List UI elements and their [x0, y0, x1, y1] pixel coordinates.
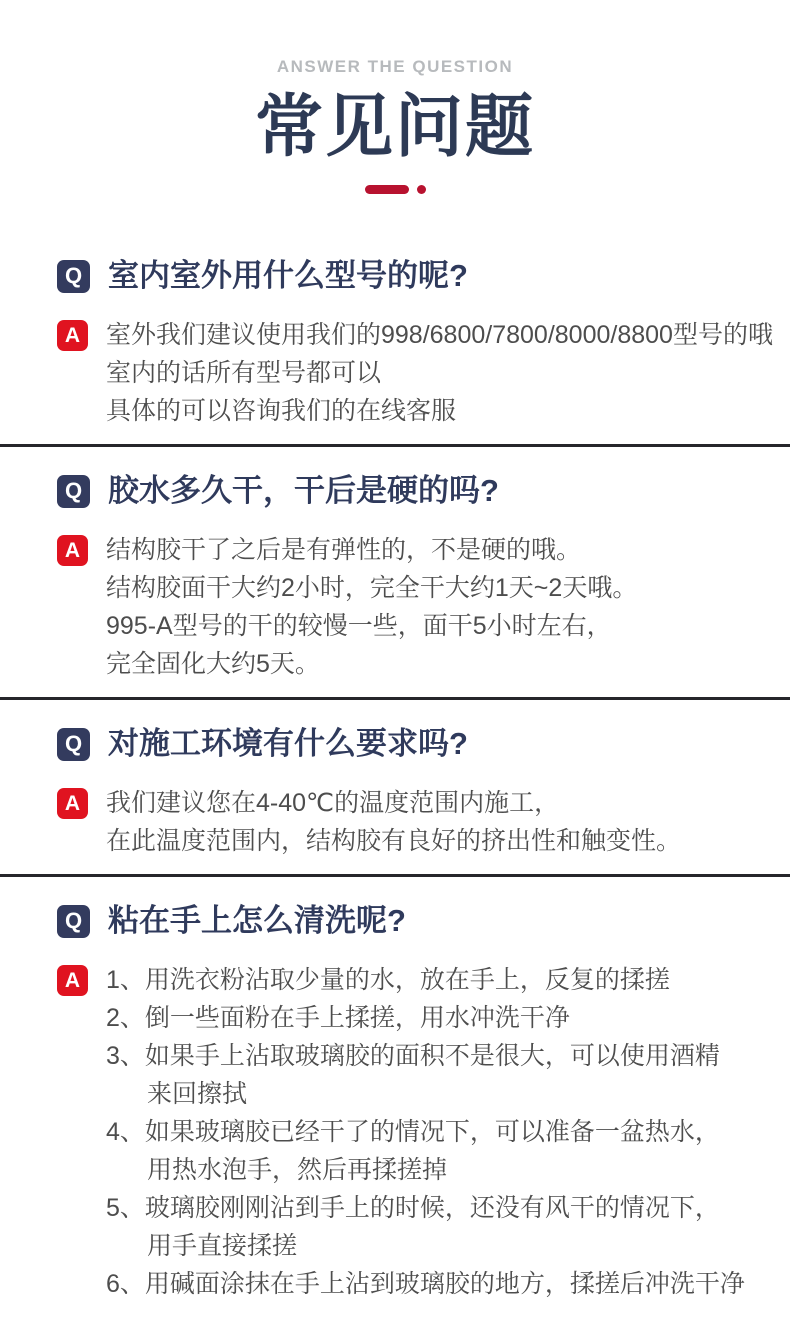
answer-line: 完全固化大约5天。 — [106, 650, 320, 678]
underline-dot-icon — [417, 185, 426, 194]
answer-text — [106, 961, 745, 1303]
question-row — [57, 256, 750, 296]
section-divider — [0, 697, 790, 700]
answer-badge: A — [57, 535, 88, 566]
answer-text — [106, 531, 637, 683]
question-row — [57, 901, 750, 941]
answer-line: 在此温度范围内，结构胶有良好的挤出性和触变性。 — [106, 827, 682, 855]
answer-line-continuation: 用手直接揉搓 — [147, 1232, 298, 1260]
answer-line-continuation: 用热水泡手，然后再揉搓掉 — [147, 1156, 448, 1184]
answer-line: 995-A型号的干的较慢一些，面干5小时左右， — [106, 612, 612, 640]
answer-line: 2、倒一些面粉在手上揉搓，用水冲洗干净 — [106, 1004, 570, 1032]
section-divider — [0, 444, 790, 447]
answer-badge: A — [57, 965, 88, 996]
underline-dash — [365, 185, 409, 194]
answer-row — [57, 316, 773, 430]
question-badge: Q — [57, 475, 90, 508]
answer-line: 6、用碱面涂抹在手上沾到玻璃胶的地方，揉搓后冲洗干净 — [106, 1270, 745, 1298]
question-text: 胶水多久干，干后是硬的吗? — [108, 473, 499, 508]
question-badge: Q — [57, 728, 90, 761]
question-badge: Q — [57, 260, 90, 293]
eyebrow-text: ANSWER THE QUESTION — [276, 57, 514, 76]
faq-item-2 — [0, 471, 790, 683]
question-row — [57, 724, 750, 764]
answer-text — [106, 316, 773, 430]
answer-line: 1、用洗衣粉沾取少量的水，放在手上，反复的揉搓 — [106, 966, 670, 994]
question-text: 粘在手上怎么清洗呢? — [108, 903, 406, 938]
title-underline — [0, 185, 790, 194]
faq-item-4 — [0, 901, 790, 1303]
answer-badge: A — [57, 788, 88, 819]
answer-line: 4、如果玻璃胶已经干了的情况下，可以准备一盆热水， — [106, 1118, 720, 1146]
answer-row — [57, 531, 750, 683]
question-text: 室内室外用什么型号的呢? — [108, 258, 468, 293]
answer-line: 室内的话所有型号都可以 — [106, 359, 382, 387]
answer-line: 具体的可以咨询我们的在线客服 — [106, 397, 457, 425]
answer-row — [57, 961, 750, 1303]
answer-line-continuation: 来回擦拭 — [147, 1080, 248, 1108]
question-text: 对施工环境有什么要求吗? — [108, 726, 468, 761]
answer-badge: A — [57, 320, 88, 351]
answer-text — [106, 784, 681, 860]
question-row — [57, 471, 750, 511]
answer-line: 我们建议您在4-40℃的温度范围内施工， — [106, 789, 560, 817]
section-divider — [0, 874, 790, 877]
answer-line: 结构胶干了之后是有弹性的，不是硬的哦。 — [106, 536, 582, 564]
answer-row — [57, 784, 750, 860]
faq-header — [0, 0, 790, 194]
question-badge: Q — [57, 905, 90, 938]
answer-line: 3、如果手上沾取玻璃胶的面积不是很大，可以使用酒精 — [106, 1042, 720, 1070]
answer-line: 室外我们建议使用我们的998/6800/7800/8000/8800型号的哦 — [106, 321, 773, 349]
faq-item-1 — [0, 256, 790, 430]
answer-line: 结构胶面干大约2小时，完全干大约1天~2天哦。 — [106, 574, 638, 602]
page-title: 常见问题 — [254, 89, 535, 165]
answer-line: 5、玻璃胶刚刚沾到手上的时候，还没有风干的情况下， — [106, 1194, 720, 1222]
faq-item-3 — [0, 724, 790, 860]
